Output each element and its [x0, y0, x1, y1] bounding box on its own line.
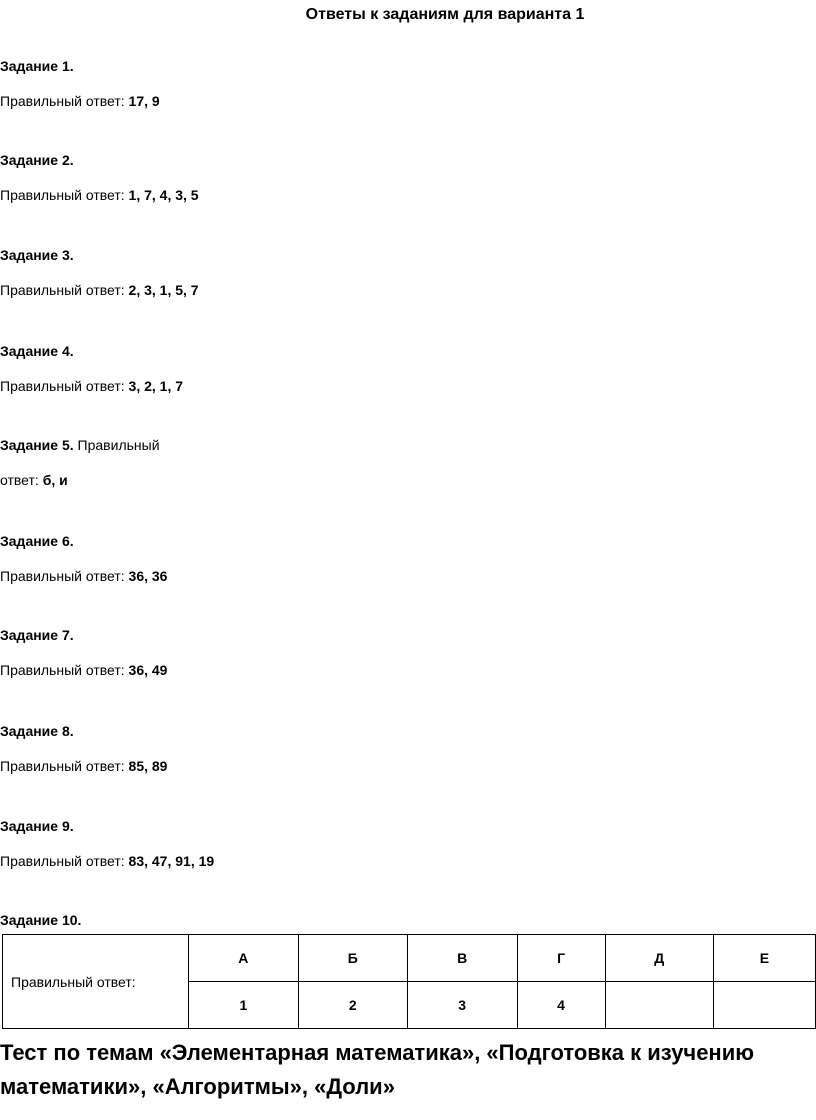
section-heading: Тест по темам «Элементарная математика», «Подготовка к изучению математики», «Алгоритмы», «Доли» [0, 1040, 755, 1099]
task-5 [0, 436, 160, 489]
task-4 [0, 342, 183, 395]
task-8-answer-row [0, 757, 167, 775]
task-5-title: Задание 5. [0, 437, 74, 453]
header-cell: А [189, 935, 299, 982]
answer-label: Правильный ответ: [0, 662, 125, 678]
task-6 [0, 532, 167, 585]
table-row-headers [3, 935, 816, 982]
answer-label: Правильный ответ: [0, 758, 125, 774]
task-5-answer-row [0, 471, 160, 489]
task-2-title: Задание 2. [0, 152, 74, 168]
task-1 [0, 57, 160, 110]
task-10-answer-table [2, 934, 816, 1029]
task-8-title: Задание 8. [0, 723, 74, 739]
task-9 [0, 817, 214, 870]
task-6-answer-row [0, 567, 167, 585]
task-3-answer-row [0, 281, 199, 299]
answer-label: Правильный ответ: [0, 378, 125, 394]
task-2 [0, 151, 199, 204]
answer-value: 17, 9 [128, 93, 160, 109]
answer-label: Правильный ответ: [0, 568, 125, 584]
answer-label-cell: Правильный ответ: [3, 935, 189, 1029]
answer-value: 1, 7, 4, 3, 5 [128, 187, 199, 203]
header-cell: Д [605, 935, 713, 982]
answer-value: 2, 3, 1, 5, 7 [128, 282, 199, 298]
answer-label: Правильный ответ: [0, 282, 125, 298]
task-9-answer-row [0, 852, 214, 870]
task-6-title: Задание 6. [0, 533, 74, 549]
answer-label: ответ: [0, 472, 39, 488]
value-cell [713, 982, 815, 1029]
task-3-title: Задание 3. [0, 247, 74, 263]
header-cell: В [407, 935, 517, 982]
task-7-answer-row [0, 661, 167, 679]
header-cell: Е [713, 935, 815, 982]
answer-value: б, и [42, 472, 68, 488]
header-cell: Г [517, 935, 605, 982]
value-cell [605, 982, 713, 1029]
value-cell: 3 [407, 982, 517, 1029]
task-7 [0, 626, 167, 679]
value-cell: 2 [298, 982, 407, 1029]
task-4-title: Задание 4. [0, 343, 74, 359]
task-3 [0, 246, 199, 299]
answer-value: 85, 89 [128, 758, 168, 774]
answer-label: Правильный ответ: [0, 853, 125, 869]
answer-value: 36, 49 [128, 662, 168, 678]
answer-value: 3, 2, 1, 7 [128, 378, 184, 394]
header-cell: Б [298, 935, 407, 982]
value-cell: 1 [189, 982, 299, 1029]
answer-value: 83, 47, 91, 19 [128, 853, 215, 869]
task-9-title: Задание 9. [0, 818, 74, 834]
value-cell: 4 [517, 982, 605, 1029]
task-10 [0, 911, 81, 929]
task-2-answer-row [0, 186, 199, 204]
answer-inline-label: Правильный [77, 437, 160, 453]
answer-label: Правильный ответ: [0, 187, 125, 203]
task-10-title: Задание 10. [0, 912, 82, 928]
task-5-title-row [0, 436, 160, 454]
answer-label: Правильный ответ: [0, 93, 125, 109]
task-1-answer-row [0, 92, 160, 110]
task-1-title: Задание 1. [0, 58, 74, 74]
task-7-title: Задание 7. [0, 627, 74, 643]
answer-value: 36, 36 [128, 568, 168, 584]
page-title: Ответы к заданиям для варианта 1 [305, 6, 585, 23]
task-4-answer-row [0, 377, 183, 395]
task-8 [0, 722, 167, 775]
